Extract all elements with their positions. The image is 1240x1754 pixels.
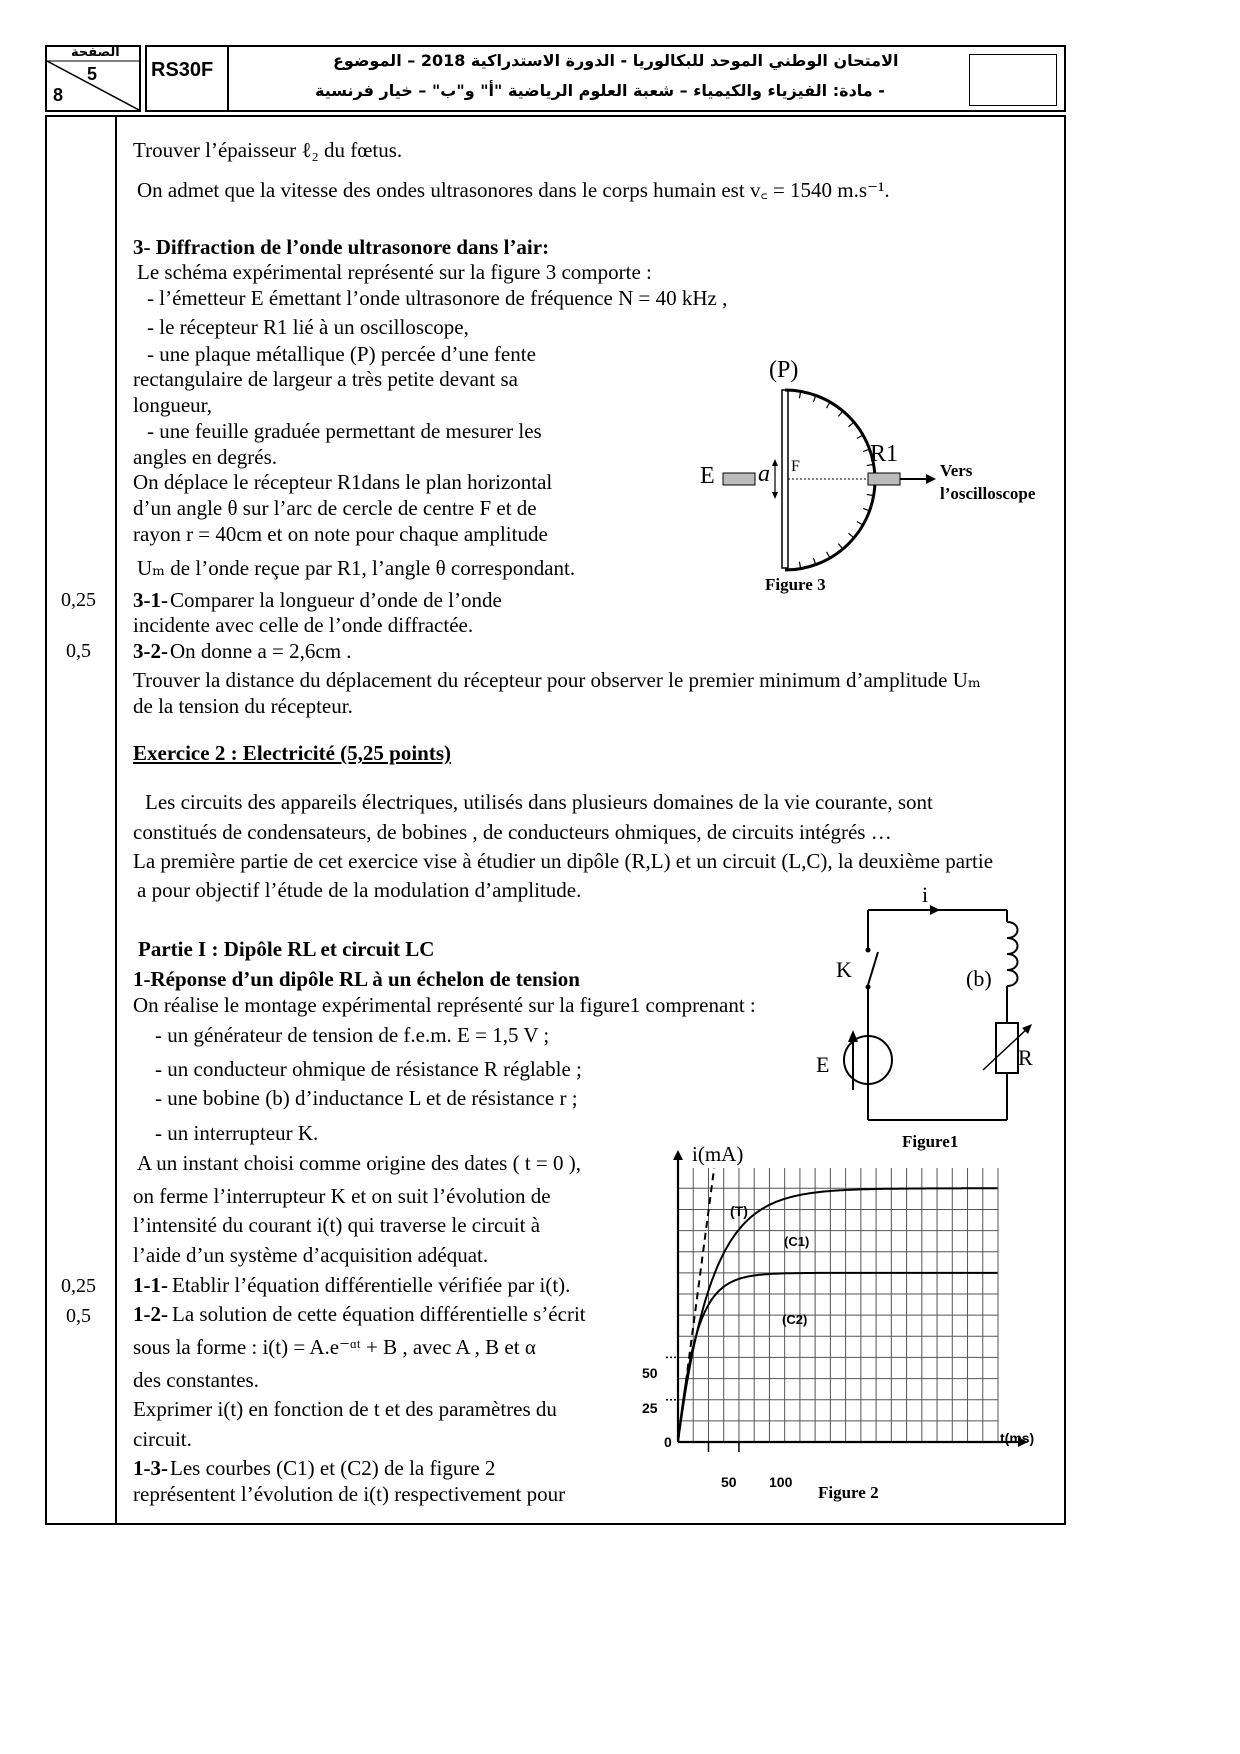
p1-line2: On admet que la vitesse des ondes ultrasonores dans le corps humain est v꜀ = 1540 m.s⁻¹.: [137, 178, 890, 202]
emitter: [723, 473, 755, 485]
q12-text-e: circuit.: [133, 1427, 192, 1451]
coil-label: (b): [966, 966, 992, 991]
curve-c2-label: (C2): [782, 1312, 808, 1327]
q12-text-b: sous la forme : i(t) = A.e⁻ᵅᵗ + B , avec A , B et α: [133, 1335, 536, 1359]
arc-tick: [849, 422, 854, 426]
q32-number: 3-2-: [133, 639, 168, 663]
q31-number: 3-1-: [133, 588, 168, 612]
exercise-2-title: Exercice 2 : Electricité (5,25 points): [133, 741, 452, 765]
y-tick-25: 25: [642, 1400, 658, 1416]
switch-k: [868, 952, 878, 985]
arc-ticks: [799, 391, 875, 568]
s1-line6: A un instant choisi comme origine des dates ( t = 0 ),: [137, 1151, 582, 1175]
s1-line8: l’intensité du courant i(t) qui traverse le circuit à: [133, 1213, 541, 1237]
score-q12: 0,5: [66, 1305, 91, 1327]
s1-line5: - un interrupteur K.: [155, 1121, 319, 1145]
figure-3-drawing: [690, 355, 1060, 605]
q11-number: 1-1-: [133, 1273, 168, 1297]
figure-1: [810, 880, 1060, 1160]
q12-text-c: des constantes.: [133, 1368, 259, 1392]
x-tick-100: 100: [769, 1474, 793, 1490]
s1-line2: - un générateur de tension de f.e.m. E = 1,5 V ;: [155, 1023, 550, 1047]
q32-text-b: Trouver la distance du déplacement du récepteur pour observer le premier minimum d’amplitude Uₘ: [133, 668, 981, 692]
arc-tick: [857, 522, 863, 526]
s1-line7: on ferme l’interrupteur K et on suit l’évolution de: [133, 1184, 551, 1208]
s3-line9: On déplace le récepteur R1dans le plan horizontal: [133, 470, 553, 494]
header-title-1: الامتحان الوطني الموحد للبكالوريا - الدورة الاستدراكية 2018 – الموضوع: [333, 51, 899, 70]
slit-width-label: a: [758, 461, 770, 487]
q31-text-a: Comparer la longueur d’onde de l’onde: [170, 588, 502, 612]
s1-line1: On réalise le montage expérimental représenté sur la figure1 comprenant :: [133, 993, 756, 1017]
ex2-intro-3: La première partie de cet exercice vise à étudier un dipôle (R,L) et un circuit (L,C), la deuxième partie: [133, 849, 994, 873]
q32-text-a: On donne a = 2,6cm .: [170, 639, 352, 663]
page-number: 5: [87, 64, 98, 84]
tangent-label: (T): [730, 1203, 748, 1219]
oscilloscope-label-1: Vers: [940, 461, 973, 480]
score-q31: 0,25: [61, 589, 96, 611]
s3-line8: angles en degrés.: [133, 445, 278, 469]
s3-line4: - une plaque métallique (P) percée d’une fente: [147, 342, 536, 366]
chart-axes: [666, 1150, 1028, 1452]
figure-2-caption: Figure 2: [818, 1483, 879, 1502]
header-title-2: - مادة: الفيزياء والكيمياء – شعبة العلوم الرياضية "أ" و"ب" – خيار فرنسية: [315, 81, 885, 100]
ex2-intro-2: constitués de condensateurs, de bobines , de conducteurs ohmiques, de circuits intégrés …: [133, 820, 892, 844]
s1-line9: l’aide d’un système d’acquisition adéquat.: [133, 1243, 489, 1267]
metal-plate: [782, 390, 788, 568]
generator-label: E: [816, 1052, 830, 1077]
oscilloscope-label-2: l’oscilloscope: [940, 484, 1036, 503]
s1-title: 1-Réponse d’un dipôle RL à un échelon de tension: [133, 967, 580, 991]
focus-label: F: [791, 458, 800, 475]
exam-code: RS30F: [151, 59, 214, 81]
arc-tick: [857, 435, 863, 439]
s3-line6: longueur,: [133, 393, 213, 417]
q13-text-b: représentent l’évolution de i(t) respectivement pour: [133, 1482, 566, 1506]
s1-line3: - un conducteur ohmique de résistance R réglable ;: [155, 1057, 582, 1081]
s3-line1: Le schéma expérimental représenté sur la figure 3 comporte :: [137, 260, 652, 284]
ex2-intro-4: a pour objectif l’étude de la modulation d’amplitude.: [137, 878, 582, 902]
q13-text-a: Les courbes (C1) et (C2) de la figure 2: [170, 1456, 496, 1480]
arc-tick: [827, 552, 831, 558]
page-number-box: [45, 45, 141, 112]
arc-tick: [838, 544, 842, 549]
x-tick-50: 50: [721, 1474, 737, 1490]
q32-text-c: de la tension du récepteur.: [133, 694, 353, 718]
header-empty-box: [969, 54, 1057, 106]
receiver-r1: [868, 473, 900, 485]
page-total: 8: [53, 85, 64, 105]
header-box: [145, 45, 1066, 112]
y-axis-label: i(mA): [692, 1142, 744, 1166]
emitter-label: E: [700, 463, 715, 489]
origin-label: 0: [664, 1434, 672, 1450]
switch-label: K: [836, 957, 852, 982]
resistor-label: R: [1018, 1045, 1033, 1070]
q12-number: 1-2-: [133, 1302, 168, 1326]
figure-2: [630, 1140, 1050, 1520]
figure-2-chart: [630, 1140, 1050, 1520]
s3-line2: - l’émetteur E émettant l’onde ultrasonore de fréquence N = 40 kHz ,: [147, 286, 728, 310]
y-tick-50: 50: [642, 1365, 658, 1381]
s1-line4: - une bobine (b) d’inductance L et de résistance r ;: [155, 1086, 578, 1110]
s3-title: 3- Diffraction de l’onde ultrasonore dans l’air:: [133, 235, 550, 259]
q12-text-a: La solution de cette équation différentielle s’écrit: [172, 1302, 586, 1326]
part-1-title: Partie I : Dipôle RL et circuit LC: [138, 937, 435, 961]
q11-text: Etablir l’équation différentielle vérifiée par i(t).: [172, 1273, 571, 1297]
q31-text-b: incidente avec celle de l’onde diffractée.: [133, 613, 474, 637]
s3-line11: rayon r = 40cm et on note pour chaque amplitude: [133, 522, 548, 546]
receiver-label: R1: [870, 441, 899, 467]
graduated-arc: [785, 390, 875, 570]
s3-line10: d’un angle θ sur l’arc de cercle de centre F et de: [133, 496, 537, 520]
arc-tick: [849, 533, 854, 537]
score-q11: 0,25: [61, 1275, 96, 1297]
x-axis-label: t(ms): [1000, 1430, 1035, 1446]
arc-tick: [827, 402, 831, 408]
figure-1-caption: Figure1: [902, 1132, 959, 1151]
q12-text-d: Exprimer i(t) en fonction de t et des paramètres du: [133, 1397, 557, 1421]
page-label: الصفحة: [71, 45, 120, 60]
score-q32: 0,5: [66, 640, 91, 662]
circuit-drawing: [810, 880, 1060, 1160]
q13-number: 1-3-: [133, 1456, 168, 1480]
s3-line7: - une feuille graduée permettant de mesurer les: [147, 419, 542, 443]
figure-3: [690, 355, 1060, 605]
current-label: i: [922, 882, 929, 907]
arc-tick: [838, 411, 842, 416]
s3-line12: Uₘ de l’onde reçue par R1, l’angle θ correspondant.: [137, 556, 576, 580]
s3-line5: rectangulaire de largeur a très petite devant sa: [133, 367, 519, 391]
figure-3-caption: Figure 3: [765, 575, 826, 594]
plate-label: (P): [769, 357, 799, 383]
s3-line3: - le récepteur R1 lié à un oscilloscope,: [147, 315, 469, 339]
y-axis-arrow: [673, 1150, 683, 1160]
chart-grid: [678, 1168, 998, 1442]
ex2-intro-1: Les circuits des appareils électriques, utilisés dans plusieurs domaines de la vie courante, sont: [145, 790, 933, 814]
coil-b: [1007, 922, 1018, 986]
curve-c1-label: (C1): [784, 1234, 810, 1249]
p1-line1: Trouver l’épaisseur ℓ₂ du fœtus.: [133, 138, 403, 162]
